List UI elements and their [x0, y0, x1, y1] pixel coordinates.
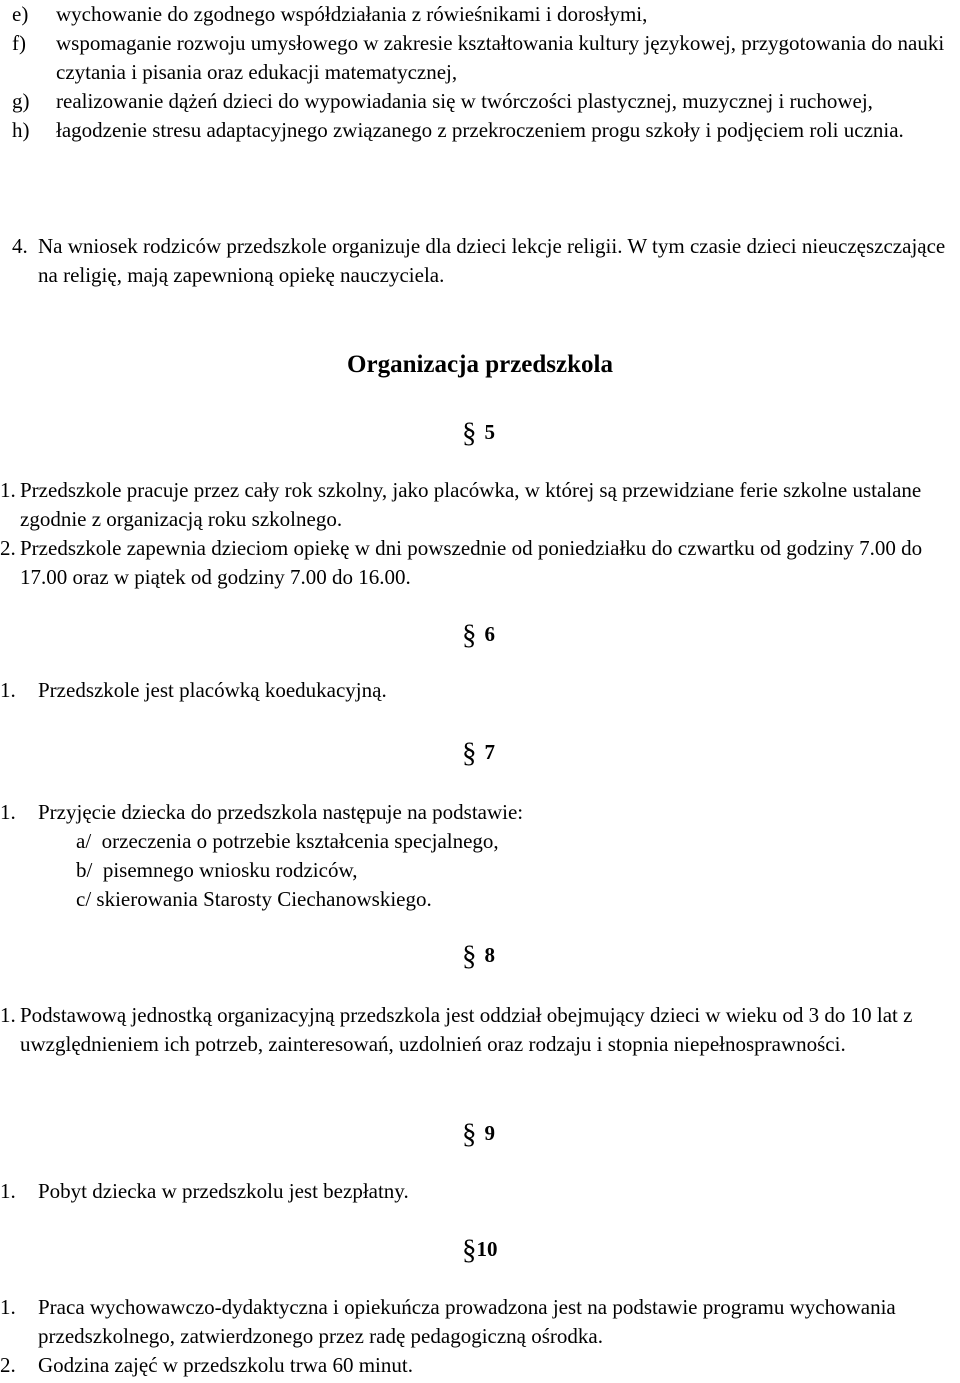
section-number: 10 [476, 1237, 498, 1261]
item-label: 1. [0, 800, 16, 824]
item-label: 2. [0, 1353, 16, 1377]
paragraph-5 [0, 476, 948, 592]
item-label: h) [12, 118, 30, 142]
p7-sublist [0, 827, 940, 914]
list-item-g [12, 87, 960, 116]
paragraph-10-heading [462, 1235, 498, 1265]
item-label: 4. [12, 234, 28, 258]
sublist-item: b/ pisemnego wniosku rodziców, [76, 858, 358, 882]
list-e-h [12, 0, 960, 145]
item-label: 1. [0, 1179, 16, 1203]
sublist-item: c/ skierowania Starosty Ciechanowskiego. [76, 887, 432, 911]
item-label: e) [12, 2, 29, 26]
item-label: g) [12, 89, 30, 113]
paragraph-9 [0, 1177, 900, 1206]
section-sign: § [462, 737, 477, 769]
item-label: 1. [0, 1295, 16, 1319]
paragraph-7-heading [462, 738, 495, 768]
item-text: wspomaganie rozwoju umysłowego w zakresie kształtowania kultury językowej, przygotowania do nauki czytania i pisania oraz edukacji matematycznej, [56, 31, 945, 84]
list-item [0, 534, 948, 592]
paragraph-9-heading [462, 1119, 495, 1149]
paragraph-5-heading [462, 418, 495, 448]
item-label: 1. [0, 678, 16, 702]
item-label: 2. [0, 536, 16, 560]
paragraph-8-heading [462, 941, 495, 971]
section-sign: § [462, 1234, 477, 1266]
item-text: Pobyt dziecka w przedszkolu jest bezpłatny. [38, 1179, 409, 1203]
list-item-e [12, 0, 960, 29]
item-label: f) [12, 31, 26, 55]
section-sign: § [462, 940, 477, 972]
list-item [0, 476, 948, 534]
section-number: 9 [484, 1121, 495, 1145]
item-text: Praca wychowawczo-dydaktyczna i opiekuńcza prowadzona jest na podstawie programu wychowania przedszkolnego, zatwierdzonego przez radę pedagogiczną ośrodka. [38, 1295, 896, 1348]
item-text: Na wniosek rodziców przedszkole organizuje dla dzieci lekcje religii. W tym czasie dzieci nieuczęszczające na religię, mają zapewnioną opiekę nauczyciela. [38, 234, 946, 287]
section-number: 6 [484, 622, 495, 646]
paragraph-10 [0, 1293, 945, 1380]
item-text: Godzina zajęć w przedszkolu trwa 60 minut. [38, 1353, 413, 1377]
item-text: realizowanie dążeń dzieci do wypowiadania się w twórczości plastycznej, muzycznej i ruchowej, [56, 89, 873, 113]
item-text: Przedszkole jest placówką koedukacyjną. [38, 678, 387, 702]
section-number: 5 [484, 420, 495, 444]
point-4 [12, 232, 957, 290]
section-sign: § [462, 619, 477, 651]
sublist-item: a/ orzeczenia o potrzebie kształcenia specjalnego, [76, 829, 499, 853]
section-sign: § [462, 1118, 477, 1150]
list-item [0, 1293, 945, 1351]
list-item [0, 1351, 945, 1380]
item-text: Przedszkole pracuje przez cały rok szkolny, jako placówka, w której są przewidziane ferie szkolne ustalane zgodnie z organizacją roku szkolnego. [20, 478, 922, 531]
item-text: Podstawową jednostką organizacyjną przedszkola jest oddział obejmujący dzieci w wieku od 3 do 10 lat z uwzględnieniem ich potrzeb, zainteresowań, uzdolnień oraz rodzaju i stopnia niepełnosprawności. [20, 1003, 913, 1056]
item-text: Przyjęcie dziecka do przedszkola następuje na podstawie: [38, 800, 524, 824]
paragraph-6 [0, 676, 900, 705]
item-text: wychowanie do zgodnego współdziałania z rówieśnikami i dorosłymi, [56, 2, 648, 26]
section-number: 8 [484, 943, 495, 967]
list-item-f [12, 29, 960, 87]
section-number: 7 [484, 740, 495, 764]
paragraph-6-heading [462, 620, 495, 650]
item-text: Przedszkole zapewnia dzieciom opiekę w dni powszednie od poniedziałku do czwartku od godziny 7.00 do 17.00 oraz w piątek od godziny 7.00 do 16.00. [20, 536, 923, 589]
item-text: łagodzenie stresu adaptacyjnego związanego z przekroczeniem progu szkoły i podjęciem roli ucznia. [56, 118, 904, 142]
section-heading: Organizacja przedszkola [347, 351, 613, 378]
section-sign: § [462, 417, 477, 449]
list-item [0, 798, 940, 827]
paragraph-7 [0, 798, 940, 914]
item-label: 1. [0, 1003, 16, 1027]
list-item-h [12, 116, 960, 145]
paragraph-8 [0, 1001, 948, 1059]
item-label: 1. [0, 478, 16, 502]
